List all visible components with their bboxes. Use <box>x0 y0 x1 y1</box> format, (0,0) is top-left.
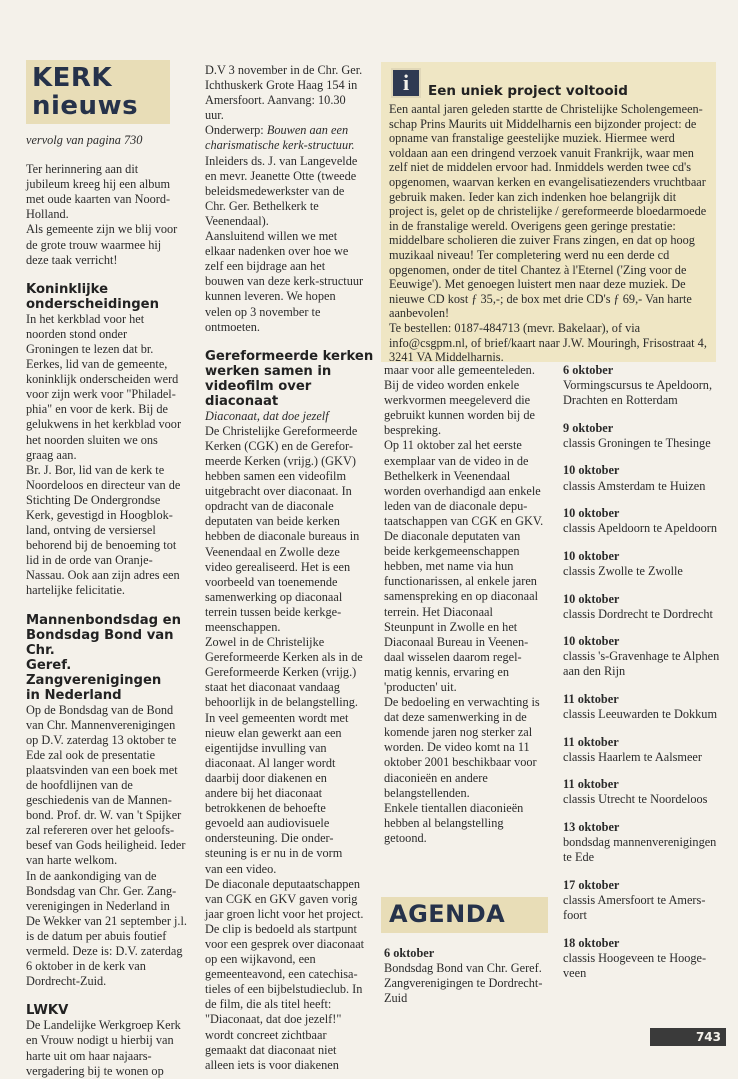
agenda-date: 9 oktober <box>563 420 614 435</box>
agenda-date: 11 oktober <box>563 734 619 749</box>
text-line: terrein tussen beide kerkge- <box>205 604 342 619</box>
text-line: en Vrouw nodigt u hierbij van <box>26 1033 174 1048</box>
heading-lwkv <box>26 1003 196 1018</box>
text-line: beide kerkgemeenschappen <box>384 544 520 559</box>
text-line: het noorden sluiten we ons <box>26 432 158 447</box>
text-line: muzikaal niveau! Ter completering werd nu een derde cd <box>389 247 670 262</box>
agenda-description: classis 's-Gravenhage te Alphen <box>563 649 720 664</box>
heading-gereformeerde-kerken <box>205 349 377 409</box>
text-line: maar voor alle gemeenteleden. <box>384 363 535 377</box>
paragraph-onderwerp <box>205 123 377 153</box>
agenda-description: Vormingscursus te Apeldoorn, <box>563 378 713 393</box>
text-line: meerde Kerken (vrijg.) (GKV) <box>205 453 356 468</box>
text-line: Veenendaal). <box>205 213 269 228</box>
agenda-item <box>563 777 731 807</box>
text-line: bond. Prof. dr. W. van 't Spijker <box>26 808 182 823</box>
agenda-date: 10 oktober <box>563 591 620 606</box>
text-line: hartelijke felicitatie. <box>26 583 126 598</box>
text-line: noorden stond onder <box>26 326 128 341</box>
text-line: Holland. <box>26 207 69 222</box>
text-line: nieuwe CD kost ƒ 35,-; de box met drie CD's ƒ 69,- Van harte <box>389 291 692 306</box>
continued-note: vervolg van pagina 730 <box>26 133 143 147</box>
text-line: koninklijk onderscheiden werd <box>26 372 179 387</box>
text-line: Gereformeerde Kerken (vrijg.) <box>205 665 357 680</box>
text-line: Ichthuskerk Grote Haag 154 in <box>205 78 358 93</box>
text-line: info@csgpm.nl, of brief/kaart naar J.W. Mouringh, Frisostraat 4, <box>389 335 707 350</box>
text-line: video gerealiseerd. Het is een <box>205 559 351 574</box>
text-line: Veenendaal en Zwolle deze <box>205 544 340 559</box>
text-line: alleen iets is voor diakenen <box>205 1057 339 1072</box>
agenda-date: 10 oktober <box>563 506 620 521</box>
text-line: van CGK en GKV gaven vorig <box>205 891 358 906</box>
text-line: project is, gelet op de christelijke / gereformeerde bloedarmoede <box>389 204 707 219</box>
text-line: Bij de video worden enkele <box>384 378 520 393</box>
agenda-date: 11 oktober <box>563 777 619 792</box>
text-line: Noordeloos en directeur van de <box>26 477 181 492</box>
text-line: Bouwen aan een <box>266 123 349 138</box>
text-line: Br. J. Bor, lid van de kerk te <box>26 462 165 477</box>
text-line: taatschappen van CGK en GKV. <box>384 513 544 528</box>
text-line: Geref. Zangverenigingen <box>26 657 162 688</box>
text-line: Nassau. Ook aan zijn adres een <box>26 568 180 583</box>
text-line: jubileum kreeg hij een album <box>26 177 171 192</box>
paragraph-lwkv <box>26 1018 196 1078</box>
masthead-line2: nieuws <box>32 91 139 121</box>
text-line: Als gemeente zijn we blij voor <box>26 222 178 237</box>
paragraph-inleiders <box>205 154 377 335</box>
text-line: Enkele tientallen diaconieën <box>384 800 524 815</box>
agenda-item <box>563 820 731 865</box>
agenda-description: classis Amersfoort te Amers- <box>563 892 706 907</box>
text-line: Te bestellen: 0187-484713 (mevr. Bakelaar), of via <box>389 320 641 335</box>
text-line: zelf niet de middelen ervoor had. Inmiddels werden twee cd's <box>389 160 692 175</box>
agenda-item <box>563 549 731 579</box>
text-line: en mevr. Jeanette Otte (tweede <box>205 168 357 183</box>
agenda-description: Bondsdag Bond van Chr. Geref. <box>384 961 542 976</box>
text-line: opname van franstalige geestelijke muziek. Hiermee werd <box>389 131 675 146</box>
text-line: lid in de orde van Oranje- <box>26 553 153 568</box>
text-line: jaar groen licht voor het project. <box>205 906 364 921</box>
agenda-description: Zangverenigingen te Dordrecht- <box>384 976 543 991</box>
masthead-line1: KERK <box>32 63 113 93</box>
paragraph-lwkv-cont <box>205 63 377 123</box>
agenda-list-2 <box>563 363 731 993</box>
text-line: betrokkenen de behoefte <box>205 801 326 816</box>
text-line: gebruik maken. Ieder kan zich indenken hoe belangrijk dit <box>389 189 677 204</box>
text-line: phia" en voor de kerk. Bij de <box>26 402 168 417</box>
text-line: deputaten van beide kerken <box>205 514 340 529</box>
text-line: hebben al belangstelling <box>384 815 504 830</box>
text-line: gemeenteavond, een catechisa- <box>205 967 358 982</box>
text-line: matig kennis, ervaring en <box>384 664 509 679</box>
text-line: Ede zal ook de presentatie <box>26 747 156 762</box>
heading-koninklijke <box>26 282 196 312</box>
text-line: graag aan. <box>26 447 77 462</box>
agenda-date: 10 oktober <box>563 634 620 649</box>
text-line: Inleiders ds. J. van Langevelde <box>205 153 358 168</box>
text-line: de hoofdlijnen van de <box>26 778 133 792</box>
text-line: De bedoeling en verwachting is <box>384 695 540 710</box>
text-line: plaatsvinden van een boek met <box>26 762 178 777</box>
heading-mannenbondsdag <box>26 613 196 703</box>
text-line: 3241 VA Middelharnis. <box>389 350 504 365</box>
agenda-description: classis Zwolle te Zwolle <box>563 563 683 578</box>
agenda-date: 13 oktober <box>563 820 620 835</box>
text-line: diaconaat. Al langer wordt <box>205 755 336 770</box>
agenda-item <box>563 506 731 536</box>
text-line: elkaar nadenken over hoe we <box>205 244 349 259</box>
agenda-description: classis Amsterdam te Huizen <box>563 478 706 493</box>
text-line: De Landelijke Werkgroep Kerk <box>26 1018 181 1033</box>
column-2 <box>205 63 377 1073</box>
text-line: kunnen leveren. We hopen <box>205 289 336 304</box>
text-line: In het kerkblad voor het <box>26 311 145 326</box>
text-line: voorbeeld van toenemende <box>205 574 338 589</box>
agenda-date: 6 oktober <box>384 946 435 960</box>
info-box-project <box>381 62 716 365</box>
text-line: nieuw elan gewerkt aan een <box>205 725 342 740</box>
text-line: Amersfoort. Aanvang: 10.30 <box>205 93 346 108</box>
agenda-description: classis Groningen te Thesinge <box>563 435 711 450</box>
agenda-description: te Ede <box>563 850 595 865</box>
text-line: op D.V. zaterdag 13 oktober te <box>26 732 177 747</box>
text-line: beleidsmedewerkster van de <box>205 183 345 198</box>
text-line: bespreking. <box>384 423 442 438</box>
agenda-date: 6 oktober <box>563 363 614 377</box>
agenda-item <box>563 421 731 451</box>
agenda-date: 17 oktober <box>563 877 620 892</box>
text-line: daal wisselen daarom regel- <box>384 649 522 664</box>
text-line: worden overhandigd aan enkele <box>384 483 541 498</box>
text-line: verenigingen in Nederland in <box>26 898 170 913</box>
text-line: middelbare scholieren die zuiver Frans zingen, en dat op hoog <box>389 233 695 248</box>
text-line: Steunpunt in Zwolle en het <box>384 619 518 634</box>
text-line: getoond. <box>384 830 427 845</box>
text-line: samenwerking op diaconaal <box>205 589 343 604</box>
text-line: gelukwens in het kerkblad voor <box>26 417 182 432</box>
text-line: Kerken (CGK) en de Gerefor- <box>205 438 353 453</box>
text-line: Koninklijke <box>26 281 109 297</box>
masthead-kerk-nieuws <box>26 60 170 124</box>
text-line: Aansluitend willen we met <box>205 229 338 244</box>
text-line: tieles of een bijbelstudieclub. In <box>205 982 363 997</box>
text-line: besef van Gods heiligheid. Ieder <box>26 838 186 853</box>
agenda-description: classis Hoogeveen te Hooge- <box>563 950 707 965</box>
text-line: Op de Bondsdag van de Bond <box>26 702 174 717</box>
agenda-item <box>563 363 731 408</box>
text-line: Diaconaal Bureau in Veenen- <box>384 634 529 649</box>
agenda-item <box>563 463 731 493</box>
text-line: van harte welkom. <box>26 853 118 868</box>
agenda-description: classis Haarlem te Aalsmeer <box>563 749 702 764</box>
text-line: velen op 3 november te <box>205 304 321 319</box>
text-line: 'producten' uit. <box>384 679 457 694</box>
agenda-date: 18 oktober <box>563 935 620 950</box>
text-line: De diaconale deputaatschappen <box>205 876 361 891</box>
agenda-item <box>563 634 731 679</box>
text-line: daarbij door diakenen en <box>205 770 327 785</box>
text-line: zelf een bijdrage aan het <box>205 259 326 274</box>
text-line: charismatische kerk-structuur. <box>205 138 355 153</box>
text-line: werkvormen meegeleverd die <box>384 393 531 408</box>
text-line: Bethelkerk in Veenendaal <box>384 468 511 483</box>
text-line: van een video. <box>205 861 277 876</box>
agenda-item <box>563 692 731 722</box>
agenda-item <box>384 946 554 1006</box>
text-line: Stichting De Ondergrondse <box>26 492 161 507</box>
text-line: oktober 2001 beschikbaar voor <box>384 755 537 770</box>
text-line: voldaan aan een dringend verzoek vanuit Frankrijk, waar men <box>389 145 694 160</box>
text-line: harte uit om haar najaars- <box>26 1048 152 1063</box>
paragraph-videofilm <box>205 424 377 1073</box>
text-line: Dordrecht-Zuid. <box>26 974 107 989</box>
info-title: Een uniek project voltooid <box>428 83 628 99</box>
agenda-description: veen <box>563 965 587 980</box>
text-line: in Nederland <box>26 687 122 703</box>
page-number: 743 <box>650 1028 726 1046</box>
text-line: functionarissen, al enkele jaren <box>384 574 537 589</box>
text-line: Groningen te lezen dat br. <box>26 341 154 356</box>
text-line: aanbevolen! <box>389 306 450 321</box>
text-line: Bondsdag van Chr. Ger. Zang- <box>26 883 177 898</box>
agenda-items-col3 <box>384 946 554 1006</box>
agenda-title: AGENDA <box>389 900 506 928</box>
text-line: Zowel in de Christelijke <box>205 635 325 650</box>
text-line: opdracht van de diaconale <box>205 499 334 514</box>
agenda-item <box>563 735 731 765</box>
text-line: Eeuwige'). Met genoegen luistert men naar deze muziek. De <box>389 277 686 292</box>
agenda-date: 10 oktober <box>563 463 620 478</box>
text-line: de film, die als titel heeft: <box>205 997 332 1012</box>
agenda-items-col4 <box>563 363 731 981</box>
text-line: In de aankondiging van de <box>26 868 157 883</box>
text-line: De Christelijke Gereformeerde <box>205 423 358 438</box>
agenda-description: Drachten en Rotterdam <box>563 393 678 408</box>
text-line: terrein. Het Diaconaal <box>384 604 493 619</box>
paragraph-video-cont <box>384 363 554 846</box>
text-line: diaconieën en andere <box>384 770 488 785</box>
text-line: schap Prins Maurits uit Middelharnis een bijzonder project: de <box>389 116 697 131</box>
text-line: vergadering bij te wonen op <box>26 1063 164 1078</box>
text-line: onderscheidingen <box>26 296 159 312</box>
text-line: Op 11 oktober zal het eerste <box>384 438 522 453</box>
text-line: in de franstalige wereld. Overigens geen geringe prestatie: <box>389 218 676 233</box>
text-line: 6 oktober in de kerk van <box>26 959 146 974</box>
text-line: Kerk, gevestigd in Hoogblok- <box>26 507 173 522</box>
text-line: hebben de diaconale bureaus in <box>205 529 360 544</box>
text-line: bouwen van deze kerk-structuur <box>205 274 364 289</box>
text-line: ontmoeten. <box>205 319 260 334</box>
text-line: hebben samen een videofilm <box>205 469 347 484</box>
text-line: geschiedenis van de Mannen- <box>26 793 172 808</box>
text-line: Ter herinnering aan dit <box>26 162 139 177</box>
text-line: voor zijn werk voor "Philadel- <box>26 387 176 402</box>
text-line: komende jaren nog sterker zal <box>384 725 533 740</box>
text-line: eigentijdse invulling van <box>205 740 327 755</box>
text-line: behorend bij de benoeming tot <box>26 538 177 553</box>
text-line: Bondsdag Bond van Chr. <box>26 627 174 658</box>
text-line: staat het diaconaat vandaag <box>205 680 340 695</box>
text-line: "Diaconaat, dat doe jezelf!" <box>205 1012 342 1027</box>
text-line: Mannenbondsdag en <box>26 612 182 628</box>
paragraph-bondsdag <box>26 703 196 990</box>
text-line: De clip is bedoeld als startpunt <box>205 921 357 936</box>
text-line: Chr. Ger. Bethelkerk te <box>205 198 319 213</box>
agenda-description: classis Apeldoorn te Apeldoorn <box>563 521 718 536</box>
onderwerp-label: Onderwerp: <box>205 123 267 138</box>
text-line: uur. <box>205 108 224 123</box>
text-line: De Wekker van 21 september j.l. <box>26 913 187 928</box>
text-line: In veel gemeenten wordt met <box>205 710 349 725</box>
column-1 <box>26 133 196 1079</box>
text-line: Gereformeerde kerken <box>205 348 374 364</box>
column-3 <box>384 363 554 846</box>
text-line: dat deze samenwerking in de <box>384 710 527 725</box>
text-line: behoorlijk in de belangstelling. <box>205 695 358 710</box>
text-line: op een wijkavond, een <box>205 952 316 967</box>
text-line: videofilm over diaconaat <box>205 378 312 409</box>
agenda-item <box>563 936 731 981</box>
subheading-diaconaat: Diaconaat, dat doe jezelf <box>205 408 329 423</box>
agenda-description: Zuid <box>384 991 408 1006</box>
agenda-item <box>563 592 731 622</box>
paragraph-jubileum <box>26 162 196 268</box>
info-text <box>389 102 711 365</box>
text-line: leden van de diaconale depu- <box>384 498 528 513</box>
agenda-list-1 <box>384 946 554 1019</box>
text-line: wordt concreet zichtbaar <box>205 1027 327 1042</box>
text-line: worden. De video komt na 11 <box>384 740 530 755</box>
text-line: LWKV <box>26 1003 69 1019</box>
text-line: Eerkes, lid van de gemeente, <box>26 357 168 372</box>
text-line: gemaakt dat diaconaat niet <box>205 1042 337 1057</box>
text-line: vermeld. Deze is: D.V. zaterdag <box>26 944 183 959</box>
text-line: uitgebracht over diaconaat. In <box>205 484 352 499</box>
text-line: voor een gesprek over diaconaat <box>205 936 365 951</box>
paragraph-onderscheidingen <box>26 312 196 599</box>
agenda-description: classis Leeuwarden te Dokkum <box>563 707 718 722</box>
agenda-description: classis Dordrecht te Dordrecht <box>563 606 713 621</box>
text-line: is de datum per abuis foutief <box>26 928 167 943</box>
text-line: hebben, met name via hun <box>384 559 514 574</box>
agenda-description: foort <box>563 908 587 923</box>
text-line: opgenomen, onder de titel Chantez à l'Eternel ('Zing voor de <box>389 262 687 277</box>
text-line: gevoeld aan audiovisuele <box>205 816 330 831</box>
text-line: met oude kaarten van Noord- <box>26 192 171 207</box>
text-line: deze taak verricht! <box>26 252 118 267</box>
agenda-date: 10 oktober <box>563 548 620 563</box>
text-line: zal refereren over het geloofs- <box>26 823 175 838</box>
agenda-banner <box>381 897 548 933</box>
agenda-description: classis Utrecht te Noordeloos <box>563 792 708 807</box>
text-line: De diaconale deputaten van <box>384 529 521 544</box>
text-line: van Chr. Mannenverenigingen <box>26 717 176 732</box>
agenda-item <box>563 878 731 923</box>
text-line: werken samen in <box>205 363 332 379</box>
text-line: samenspreking en op diaconaal <box>384 589 538 604</box>
text-line: exemplaar van de video in de <box>384 453 529 468</box>
agenda-description: bondsdag mannenverenigingen <box>563 835 717 850</box>
agenda-date: 11 oktober <box>563 692 619 706</box>
text-line: land, ontving de versiersel <box>26 523 156 538</box>
agenda-description: aan den Rijn <box>563 664 626 679</box>
text-line: andere bij het diaconaat <box>205 786 323 801</box>
text-line: opgenomen, waarvan kerken en evangelisatiezenders vruchtbaar <box>389 174 706 189</box>
text-line: gebruikt kunnen worden bij de <box>384 408 535 423</box>
text-line: ondersteuning. Die onder- <box>205 831 334 846</box>
text-line: Gereformeerde Kerken als in de <box>205 650 363 665</box>
text-line: D.V 3 november in de Chr. Ger. <box>205 63 363 77</box>
text-line: meenschappen. <box>205 620 281 634</box>
text-line: belangstellenden. <box>384 785 470 800</box>
text-line: Een aantal jaren geleden startte de Christelijke Scholengemeen- <box>389 102 703 116</box>
text-line: steuning is er nu in de vorm <box>205 846 343 861</box>
text-line: de grote trouw waarmee hij <box>26 237 162 252</box>
info-icon: i <box>391 68 421 98</box>
